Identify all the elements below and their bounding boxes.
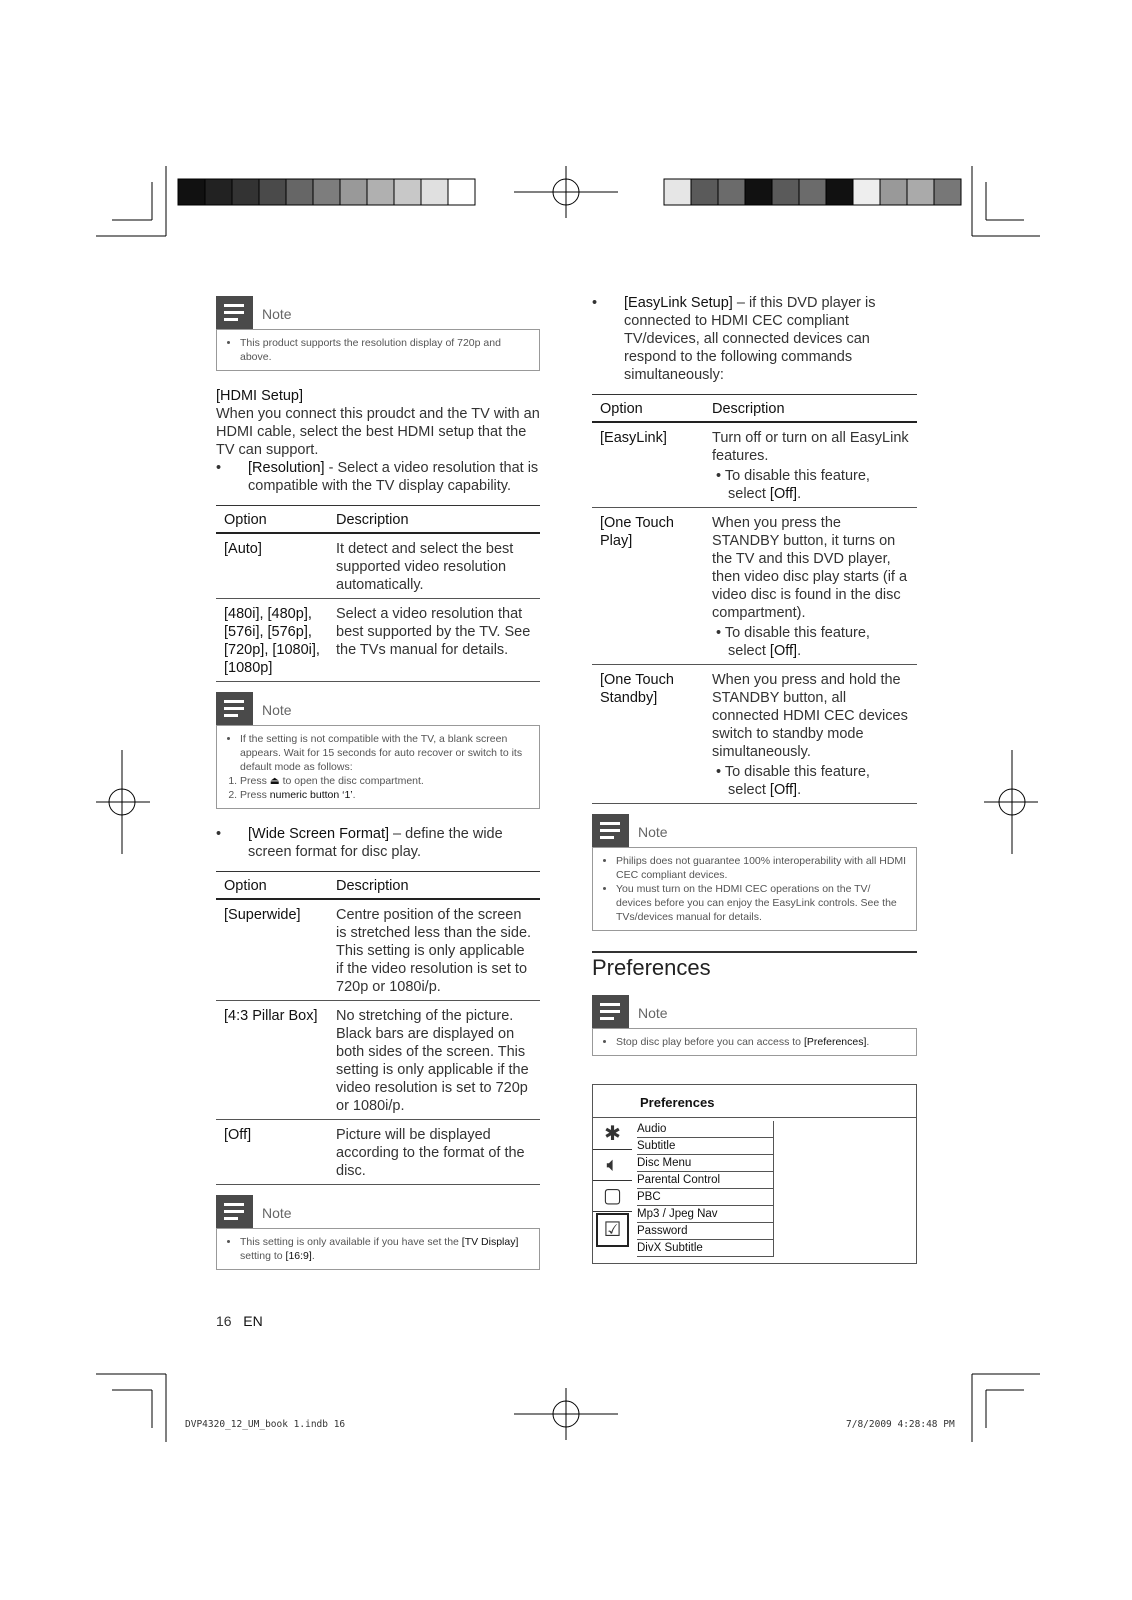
table-row: [One Touch Standby] When you press and hold the STANDBY button, all connected HDMI CEC devices switch to standby mode simultaneously. • To disable this feature, select [Off]. <box>592 665 917 804</box>
easylink-bullet: • [EasyLink Setup] – if this DVD player is connected to HDMI CEC compliant TV/devices, all connected devices can respond to the following commands simultaneously: <box>592 294 917 384</box>
screen-icon: ▢ <box>593 1181 632 1212</box>
table-row: [4:3 Pillar Box] No stretching of the picture. Black bars are displayed on both sides of the screen. This setting is only applicable if the video resolution is set to 720p or 1080i/p. <box>216 1001 540 1120</box>
right-column <box>592 294 917 1264</box>
footer-right: 7/8/2009 4:28:48 PM <box>846 1419 955 1430</box>
wide-bullet: • [Wide Screen Format] – define the wide screen format for disc play. <box>216 825 540 861</box>
note-box: Note • Philips does not guarantee 100% interoperability with all HDMI CEC compliant devices. • You must turn on the HDMI CEC operations on the TV/ devices before you can enjoy the EasyLink controls. See the TVs/devices manual for details. <box>592 814 917 931</box>
wide-table: Option Description [Superwide] Centre position of the screen is stretched less than the side. This setting is only applicable if the video resolution is set to 720p or 1080i/p. [4:3 Pillar Box] No stretching of the picture. Black bars are displayed on both sides of the screen. This setting is only applicable if the video resolution is set to 720p or 1080i/p. [Off] Picture will be displayed according to the format of the disc. <box>216 871 540 1185</box>
section-title: Preferences <box>592 951 917 977</box>
note-icon <box>216 296 253 329</box>
page-number: 16 EN <box>216 1313 263 1329</box>
list-item: Subtitle <box>637 1138 773 1155</box>
eject-icon: ⏏ <box>269 775 280 787</box>
table-row: [One Touch Play] When you press the STANDBY button, it turns on the TV and this DVD player, then video disc play starts (if a video disc is found in the disc compartment). • To disable this feature, select [Off]. <box>592 508 917 665</box>
preferences-menu-screenshot <box>592 1084 917 1264</box>
resolution-bullet: • [Resolution] - Select a video resolution that is compatible with the TV display capability. <box>216 459 540 495</box>
list-item: Mp3 / Jpeg Nav <box>637 1206 773 1223</box>
note-box: Note • Stop disc play before you can access to [Preferences]. <box>592 995 917 1056</box>
hdmi-heading: [HDMI Setup] <box>216 388 304 404</box>
speaker-icon: 🔈︎ <box>593 1150 632 1181</box>
list-item: Audio <box>637 1121 773 1138</box>
note-icon <box>216 1195 253 1228</box>
table-row: [Auto] It detect and select the best supported video resolution automatically. <box>216 533 540 599</box>
list-item: Disc Menu <box>637 1155 773 1172</box>
menu-icons <box>593 1119 632 1248</box>
hdmi-intro: When you connect this proudct and the TV with an HDMI cable, select the best HDMI setup that the TV can support. <box>216 406 540 458</box>
note-box: Note • This setting is only available if you have set the [TV Display] setting to [16:9]. <box>216 1195 540 1270</box>
list-item: PBC <box>637 1189 773 1206</box>
gear-icon: ✱ <box>593 1119 632 1150</box>
table-row: [Off] Picture will be displayed according to the format of the disc. <box>216 1120 540 1185</box>
note-icon <box>216 692 253 725</box>
resolution-table: Option Description [Auto] It detect and select the best supported video resolution automatically. [480i], [480p], [576i], [576p], [720p], [1080i], [1080p] Select a video resolution that best supported by the TV. See the TVs manual for details. <box>216 505 540 682</box>
note-icon <box>592 995 629 1028</box>
note-text: • This product supports the resolution display of 720p and above. <box>240 336 531 364</box>
list-item: DivX Subtitle <box>637 1240 773 1257</box>
table-row: [480i], [480p], [576i], [576p], [720p], [1080i], [1080p] Select a video resolution that best supported by the TV. See the TVs manual for details. <box>216 599 540 682</box>
menu-items <box>637 1121 774 1257</box>
checkbox-icon: ☑ <box>596 1213 629 1247</box>
note-box: Note • If the setting is not compatible with the TV, a blank screen appears. Wait for 15 seconds for auto recover or switch to its default mode as follows: 1. Press ⏏ to open the disc compartment. 2. Press numeric button ‘1’. <box>216 692 540 809</box>
list-item: Password <box>637 1223 773 1240</box>
footer-left: DVP4320_12_UM_book 1.indb 16 <box>185 1419 346 1430</box>
note-label: Note <box>262 306 292 322</box>
table-row: [Superwide] Centre position of the screen is stretched less than the side. This setting is only applicable if the video resolution is set to 720p or 1080i/p. <box>216 899 540 1001</box>
note-box <box>216 296 540 371</box>
note-icon <box>592 814 629 847</box>
table-row: [EasyLink] Turn off or turn on all EasyLink features. • To disable this feature, select [Off]. <box>592 422 917 508</box>
left-column <box>216 296 540 1270</box>
easylink-table: Option Description [EasyLink] Turn off or turn on all EasyLink features. • To disable this feature, select [Off]. [One Touch Play] When you press the STANDBY button, it turns on the TV and this DVD player, then video disc play starts (if a video disc is found in the disc compartment). • To disable this feature, select [Off]. [One Touch Standby] When you press and hold the STANDBY button, all connected HDMI CEC devices switch to standby mode simultaneously. • To disable this feature, select [Off]. <box>592 394 917 804</box>
menu-title: Preferences <box>593 1085 916 1118</box>
list-item: Parental Control <box>637 1172 773 1189</box>
